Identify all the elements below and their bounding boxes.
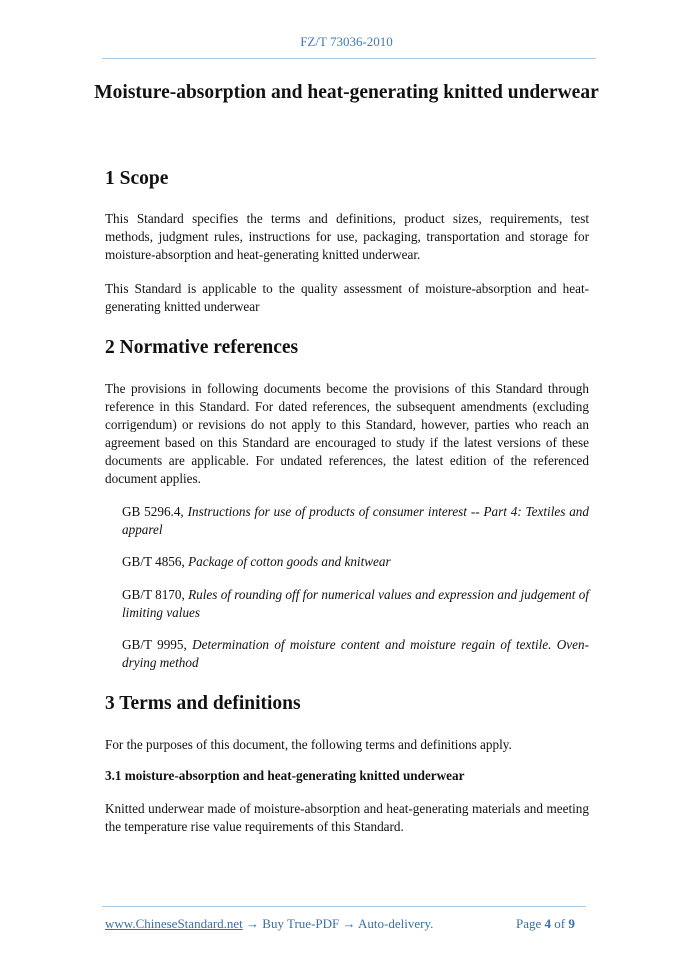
reference-title: Rules of rounding off for numerical values and expression and judgement of limiting values xyxy=(122,587,590,620)
scope-paragraph-1: This Standard specifies the terms and definitions, product sizes, requirements, test methods, judgment rules, instructions for use, packaging, transportation and storage for moisture-absorption and heat-generating knitted underwear. xyxy=(105,211,589,262)
reference-item xyxy=(122,503,589,539)
auto-delivery-text: Auto-delivery. xyxy=(355,916,434,931)
page-number: 4 xyxy=(544,916,552,931)
page-indicator xyxy=(516,916,575,932)
reference-title: Instructions for use of products of consumer interest -- Part 4: Textiles and apparel xyxy=(122,504,589,537)
scope-paragraph-2: This Standard is applicable to the quality assessment of moisture-absorption and heat-generating knitted underwear xyxy=(105,281,589,314)
reference-item xyxy=(122,586,589,622)
reference-code: GB/T 4856, xyxy=(122,554,189,569)
document-title: Moisture-absorption and heat-generating knitted underwear xyxy=(94,82,599,103)
term-definition: Knitted underwear made of moisture-absorption and heat-generating materials and meeting the temperature rise value requirements of this Standard. xyxy=(105,801,589,834)
of-label: of xyxy=(551,916,569,931)
reference-code: GB/T 9995, xyxy=(122,637,193,652)
reference-item xyxy=(122,553,589,571)
website-link[interactable]: www.ChineseStandard.net xyxy=(105,916,243,931)
reference-title: Package of cotton goods and knitwear xyxy=(188,554,391,569)
normative-paragraph: The provisions in following documents become the provisions of this Standard through reference in this Standard. For dated references, the subsequent amendments (excluding corrigendum) or revisions do not apply to this Standard, however, parties who reach an agreement based on this Standard are encouraged to study if the latest versions of these documents are applicable. For undated references, the latest edition of the referenced document applies. xyxy=(105,381,589,486)
arrow-right-icon: → xyxy=(246,916,260,931)
term-heading: 3.1 moisture-absorption and heat-generating knitted underwear xyxy=(105,768,465,783)
header-divider xyxy=(102,58,596,59)
page-total: 9 xyxy=(568,916,575,931)
page-label: Page xyxy=(516,916,545,931)
footer-promo xyxy=(105,916,433,932)
arrow-right-icon: → xyxy=(342,916,356,931)
section-heading-terms: 3 Terms and definitions xyxy=(105,693,301,714)
reference-title: Determination of moisture content and moisture regain of textile. Oven-drying method xyxy=(122,637,589,670)
document-code-header: FZ/T 73036-2010 xyxy=(300,34,393,49)
reference-code: GB/T 8170, xyxy=(122,587,189,602)
buy-pdf-text: Buy True-PDF xyxy=(259,916,343,931)
terms-paragraph-1: For the purposes of this document, the following terms and definitions apply. xyxy=(105,737,512,752)
footer-divider xyxy=(102,906,586,907)
reference-code: GB 5296.4, xyxy=(122,504,188,519)
reference-item xyxy=(122,636,589,672)
section-heading-normative: 2 Normative references xyxy=(105,337,299,358)
section-heading-scope: 1 Scope xyxy=(105,168,169,189)
